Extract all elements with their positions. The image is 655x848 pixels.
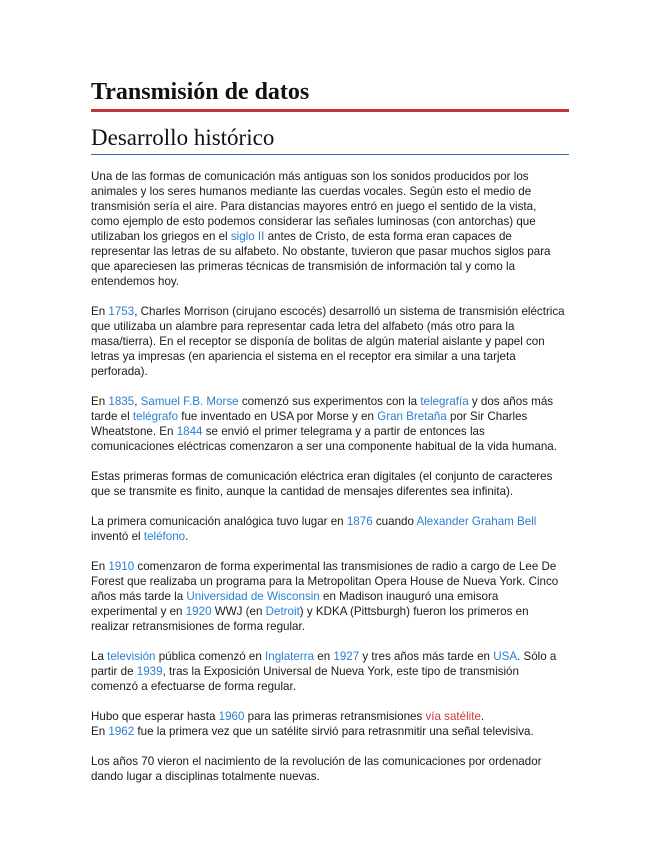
link-1753[interactable]: 1753 — [108, 305, 135, 318]
text: fue la primera vez que un satélite sirvió para retrasnmitir una señal televisiva. — [134, 725, 534, 738]
paragraph-9 — [91, 754, 567, 784]
link-1960[interactable]: 1960 — [218, 710, 245, 723]
link-via-satelite[interactable]: vía satélite — [425, 710, 481, 723]
document-page — [91, 78, 567, 799]
link-1920[interactable]: 1920 — [185, 605, 212, 618]
link-1910[interactable]: 1910 — [108, 560, 135, 573]
text: . Sólo a partir de — [91, 650, 557, 678]
paragraph-8 — [91, 709, 567, 739]
link-1876[interactable]: 1876 — [346, 515, 373, 528]
link-1835[interactable]: 1835 — [108, 395, 135, 408]
link-1962[interactable]: 1962 — [108, 725, 135, 738]
text: En — [91, 725, 109, 738]
link-usa[interactable]: USA — [493, 650, 518, 663]
text: en — [314, 650, 334, 663]
link-detroit[interactable]: Detroit — [265, 605, 300, 618]
link-siglo-ii[interactable]: siglo II — [230, 230, 265, 243]
link-inglaterra[interactable]: Inglaterra — [265, 650, 315, 663]
text: Estas primeras formas de comunicación eléctrica eran digitales (el conjunto de caracteres que se transmite es finito, aunque la cantidad de mensajes diferentes sea infinita). — [91, 470, 553, 498]
text: , tras la Exposición Universal de Nueva York, este tipo de transmisión comenzó a efectuarse de forma regular. — [91, 665, 519, 693]
link-samuel-morse[interactable]: Samuel F.B. Morse — [140, 395, 239, 408]
text: en Madison inauguró una emisora experimental y en — [91, 590, 499, 618]
text: por Sir Charles Wheatstone. En — [91, 410, 528, 438]
link-telefono[interactable]: teléfono — [143, 530, 186, 543]
text: WWJ (en — [211, 605, 266, 618]
link-alexander-graham-bell[interactable]: Alexander Graham Bell — [416, 515, 537, 528]
link-gran-bretana[interactable]: Gran Bretaña — [377, 410, 447, 423]
text: En — [91, 395, 109, 408]
paragraph-1 — [91, 169, 567, 289]
text: y dos años más tarde el — [91, 395, 554, 423]
link-1927[interactable]: 1927 — [333, 650, 360, 663]
text: comenzaron de forma experimental las transmisiones de radio a cargo de Lee De Forest que realizaba un programa para la Metropolitan Opera House de Nueva York. Cinco años más tarde la — [91, 560, 559, 603]
text: Una de las formas de comunicación más antiguas son los sonidos producidos por los animales y los seres humanos mediante las cuerdas vocales. Según esto el medio de transmisión sería el aire. Para distancias mayores entró en juego el sentido de la vista, como ejemplo de esto podemos considerar las señales luminosas (con antorchas) que utilizaban los griegos en el — [91, 170, 537, 243]
paragraph-7 — [91, 649, 567, 694]
paragraph-4 — [91, 469, 567, 499]
text: La — [91, 650, 108, 663]
title-divider — [91, 109, 569, 112]
text: se envió el primer telegrama y a partir de entonces las comunicaciones eléctricas comenzaron a ser una componente habitual de la vida humana. — [91, 425, 557, 453]
paragraph-3 — [91, 394, 567, 454]
article-body — [91, 169, 567, 784]
text: ) y KDKA (Pittsburgh) fueron los primeros en realizar retransmisiones de forma regular. — [91, 605, 529, 633]
text: y tres años más tarde en — [359, 650, 494, 663]
link-1939[interactable]: 1939 — [136, 665, 163, 678]
text: para las primeras retransmisiones — [244, 710, 426, 723]
text: pública comenzó en — [155, 650, 266, 663]
text: , Charles Morrison (cirujano escocés) desarrolló un sistema de transmisión eléctrica que utilizaba un alambre para representar cada letra del alfabeto (más otro para la masa/tierra). En el receptor se disponía de bolitas de algún material aislante y papel con letras ya impresas (en apariencia el sistema en el receptor era similar a una tarjeta perforada). — [91, 305, 565, 378]
paragraph-5 — [91, 514, 567, 544]
text: cuando — [372, 515, 417, 528]
text: antes de Cristo, de esta forma eran capaces de representar las letras de su alfabeto. No obstante, tuvieron que pasar muchos siglos para que apareciesen las primeras técnicas de transmisión de información tal y como la entendemos hoy. — [91, 230, 551, 288]
text: fue inventado en USA por Morse y en — [178, 410, 378, 423]
text: inventó el — [91, 530, 144, 543]
text: comenzó sus experimentos con la — [238, 395, 421, 408]
text: La primera comunicación analógica tuvo lugar en — [91, 515, 347, 528]
text: , — [134, 395, 141, 408]
section-divider — [91, 154, 569, 155]
text: En — [91, 305, 109, 318]
paragraph-2 — [91, 304, 567, 379]
link-television[interactable]: televisión — [107, 650, 156, 663]
text: Hubo que esperar hasta — [91, 710, 219, 723]
text: Los años 70 vieron el nacimiento de la revolución de las comunicaciones por ordenador dando lugar a disciplinas totalmente nuevas. — [91, 755, 542, 783]
link-universidad-wisconsin[interactable]: Universidad de Wisconsin — [186, 590, 320, 603]
link-telegrafo[interactable]: telégrafo — [132, 410, 179, 423]
paragraph-6 — [91, 559, 567, 634]
text: . — [185, 530, 189, 543]
link-telegrafia[interactable]: telegrafía — [420, 395, 469, 408]
page-title: Transmisión de datos — [91, 79, 310, 105]
text: En — [91, 560, 109, 573]
section-heading: Desarrollo histórico — [91, 125, 275, 150]
link-1844[interactable]: 1844 — [176, 425, 203, 438]
text: . — [480, 710, 485, 723]
